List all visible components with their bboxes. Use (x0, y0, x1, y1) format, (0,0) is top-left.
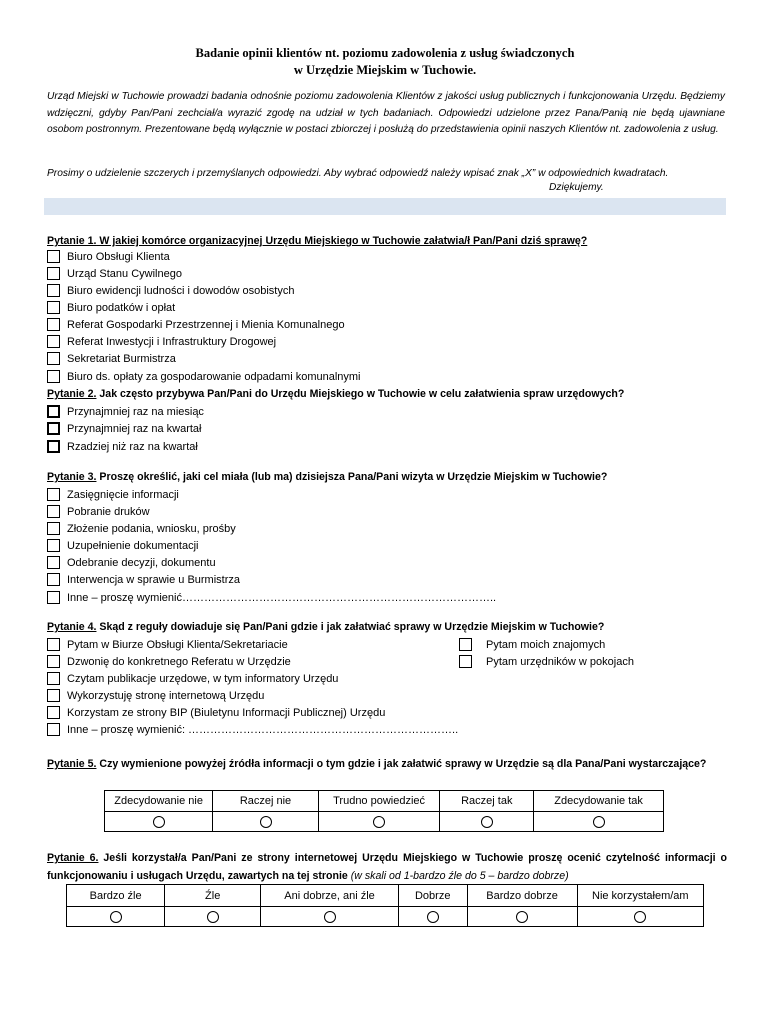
checkbox[interactable] (47, 638, 60, 651)
option-label: Zasięgnięcie informacji (67, 488, 179, 501)
q3-option[interactable] (47, 486, 179, 503)
checkbox[interactable] (47, 689, 60, 702)
q4-option[interactable] (459, 636, 605, 653)
scale-cell (534, 812, 664, 832)
question-5-label: Pytanie 5. (47, 758, 97, 770)
q1-option[interactable] (47, 316, 345, 333)
option-label: Przynajmniej raz na miesiąc (67, 405, 204, 418)
checkbox[interactable] (47, 301, 60, 314)
option-label: Biuro ds. opłaty za gospodarowanie odpadami komunalnymi (67, 370, 361, 383)
option-label: Czytam publikacje urzędowe, w tym informatory Urzędu (67, 672, 339, 685)
question-5-scale (104, 790, 664, 832)
checkbox[interactable] (47, 405, 60, 418)
q3-option[interactable] (47, 537, 198, 554)
scale-header: Bardzo dobrze (467, 885, 577, 907)
checkbox[interactable] (47, 591, 60, 604)
q1-option[interactable] (47, 350, 176, 367)
q2-option[interactable] (47, 403, 204, 420)
option-label: Inne – proszę wymienić………………………………………………………………………….. (67, 591, 497, 604)
option-label: Referat Inwestycji i Infrastruktury Drogowej (67, 335, 277, 348)
option-label: Inne – proszę wymienić: ……………………………………………………………….. (67, 723, 459, 736)
question-3-text: Proszę określić, jaki cel miała (lub ma) dzisiejsza Pana/Pani wizyta w Urzędzie Miejskim w Tuchowie? (96, 471, 608, 483)
q1-option[interactable] (47, 299, 175, 316)
question-1-label: Pytanie 1. (47, 235, 97, 247)
q1-option[interactable] (47, 368, 361, 385)
checkbox[interactable] (459, 655, 472, 668)
q3-option[interactable] (47, 503, 150, 520)
option-label: Pytam w Biurze Obsługi Klienta/Sekretariacie (67, 638, 288, 651)
option-label: Pytam urzędników w pokojach (486, 655, 634, 668)
checkbox[interactable] (47, 440, 60, 453)
q4-option[interactable] (47, 653, 291, 670)
q1-option[interactable] (47, 248, 170, 265)
checkbox[interactable] (459, 638, 472, 651)
option-label: Uzupełnienie dokumentacji (67, 539, 199, 552)
option-label: Wykorzystuję stronę internetową Urzędu (67, 689, 265, 702)
q3-option[interactable] (47, 589, 496, 606)
scale-cell (261, 907, 399, 927)
option-label: Przynajmniej raz na kwartał (67, 422, 202, 435)
checkbox[interactable] (47, 556, 60, 569)
intro-text: Urząd Miejski w Tuchowie prowadzi badania odnośnie poziomu zadowolenia Klientów z jakości usług publicznych i funkcjonowania Urzędu. Będziemy wdzięczni, gdyby Pan/Pani zechciał/a wyrazić zgodę na udział w tych badaniach. Odpowiedzi udzielone przez Pana/Panią nie będą ujawniane osobom postronnym. Prezentowane będą wyłącznie w postaci zbiorczej i posłużą do przedstawienia opinii naszych Klientów nt. zadowolenia z usług. (47, 91, 725, 136)
q4-option[interactable] (47, 687, 264, 704)
radio-button[interactable] (260, 816, 272, 828)
survey-title-line2: w Urzędzie Miejskim w Tuchowie. (293, 63, 477, 77)
radio-button[interactable] (516, 911, 528, 923)
scale-header: Nie korzystałem/am (577, 885, 703, 907)
q4-option[interactable] (47, 721, 458, 738)
radio-button[interactable] (324, 911, 336, 923)
question-4-label: Pytanie 4. (47, 621, 97, 633)
radio-button[interactable] (207, 911, 219, 923)
scale-header: Bardzo źle (67, 885, 165, 907)
option-label: Rzadziej niż raz na kwartał (67, 440, 198, 453)
option-label: Urząd Stanu Cywilnego (67, 267, 182, 280)
question-4-text: Skąd z reguły dowiaduje się Pan/Pani gdzie i jak załatwiać sprawy w Urzędzie Miejskim w Tuchowie? (96, 621, 605, 633)
checkbox[interactable] (47, 422, 60, 435)
radio-button[interactable] (110, 911, 122, 923)
checkbox[interactable] (47, 505, 60, 518)
scale-cell (67, 907, 165, 927)
scale-header: Raczej nie (213, 791, 319, 812)
checkbox[interactable] (47, 335, 60, 348)
checkbox[interactable] (47, 573, 60, 586)
option-label: Biuro ewidencji ludności i dowodów osobistych (67, 284, 295, 297)
scale-header: Dobrze (398, 885, 467, 907)
thanks-text: Dziękujemy. (549, 182, 604, 193)
q4-option[interactable] (47, 636, 288, 653)
radio-button[interactable] (593, 816, 605, 828)
scale-cell (318, 812, 440, 832)
option-label: Referat Gospodarki Przestrzennej i Mienia Komunalnego (67, 318, 345, 331)
checkbox[interactable] (47, 318, 60, 331)
checkbox[interactable] (47, 267, 60, 280)
checkbox[interactable] (47, 488, 60, 501)
q4-option[interactable] (47, 670, 338, 687)
scale-cell (165, 907, 261, 927)
question-2-label: Pytanie 2. (47, 388, 97, 400)
checkbox[interactable] (47, 672, 60, 685)
q4-option[interactable] (47, 704, 385, 721)
scale-header: Raczej tak (440, 791, 534, 812)
option-label: Sekretariat Burmistrza (67, 352, 176, 365)
q4-option[interactable] (459, 653, 634, 670)
scale-cell (577, 907, 703, 927)
option-label: Złożenie podania, wniosku, prośby (67, 522, 236, 535)
question-6-text: Jeśli korzystał/a Pan/Pani ze strony internetowej Urzędu Miejskiego w Tuchowie proszę ocenić czytelność informacji o funkcjonowaniu i usługach Urzędu, zawartych na tej stronie (47, 852, 727, 882)
option-label: Pytam moich znajomych (486, 638, 606, 651)
option-label: Interwencja w sprawie u Burmistrza (67, 573, 241, 586)
checkbox[interactable] (47, 706, 60, 719)
scale-cell (105, 812, 213, 832)
checkbox[interactable] (47, 723, 60, 736)
option-label: Biuro Obsługi Klienta (67, 250, 170, 263)
question-6-label: Pytanie 6. (47, 852, 99, 864)
scale-cell (440, 812, 534, 832)
q3-option[interactable] (47, 520, 236, 537)
question-6-note: (w skali od 1-bardzo źle do 5 – bardzo dobrze) (347, 869, 569, 882)
instruction-text: Prosimy o udzielenie szczerych i przemyślanych odpowiedzi. Aby wybrać odpowiedź należy wpisać znak „X” w odpowiednich kwadratach. (47, 168, 669, 179)
checkbox[interactable] (47, 370, 60, 383)
section-divider-band (44, 198, 726, 215)
q3-option[interactable] (47, 571, 240, 588)
radio-button[interactable] (481, 816, 493, 828)
survey-title-line1: Badanie opinii klientów nt. poziomu zadowolenia z usług świadczonych (195, 46, 575, 60)
q3-option[interactable] (47, 554, 216, 571)
question-5 (47, 756, 727, 774)
question-6 (47, 850, 727, 885)
option-label: Korzystam ze strony BIP (Biuletynu Informacji Publicznej) Urzędu (67, 706, 386, 719)
radio-button[interactable] (427, 911, 439, 923)
scale-header: Zdecydowanie nie (105, 791, 213, 812)
question-4 (47, 619, 727, 637)
scale-header: Ani dobrze, ani źle (261, 885, 399, 907)
checkbox[interactable] (47, 352, 60, 365)
intro-paragraph (47, 89, 725, 139)
question-2-text: Jak często przybywa Pan/Pani do Urzędu Miejskiego w Tuchowie w celu załatwienia spraw urzędowych? (96, 388, 625, 400)
checkbox[interactable] (47, 250, 60, 263)
q1-option[interactable] (47, 282, 294, 299)
question-1-text: W jakiej komórce organizacyjnej Urzędu Miejskiego w Tuchowie załatwia/ł Pan/Pani dziś sprawę? (96, 235, 588, 247)
checkbox[interactable] (47, 284, 60, 297)
scale-cell (467, 907, 577, 927)
radio-button[interactable] (634, 911, 646, 923)
radio-button[interactable] (373, 816, 385, 828)
question-5-text: Czy wymienione powyżej źródła informacji o tym gdzie i jak załatwić sprawy w Urzędzie są dla Pana/Pani wystarczające? (96, 758, 707, 770)
scale-header: Źle (165, 885, 261, 907)
q2-option[interactable] (47, 438, 198, 455)
question-3 (47, 469, 727, 487)
question-2 (47, 386, 727, 404)
scale-header: Trudno powiedzieć (318, 791, 440, 812)
option-label: Odebranie decyzji, dokumentu (67, 556, 216, 569)
checkbox[interactable] (47, 655, 60, 668)
q1-option[interactable] (47, 265, 182, 282)
scale-cell (398, 907, 467, 927)
scale-cell (213, 812, 319, 832)
question-3-label: Pytanie 3. (47, 471, 97, 483)
question-6-scale (66, 884, 704, 927)
checkbox[interactable] (47, 539, 60, 552)
checkbox[interactable] (47, 522, 60, 535)
radio-button[interactable] (153, 816, 165, 828)
q1-option[interactable] (47, 333, 276, 350)
option-label: Dzwonię do konkretnego Referatu w Urzędzie (67, 655, 291, 668)
option-label: Pobranie druków (67, 505, 150, 518)
option-label: Biuro podatków i opłat (67, 301, 176, 314)
scale-header: Zdecydowanie tak (534, 791, 664, 812)
q2-option[interactable] (47, 420, 202, 437)
